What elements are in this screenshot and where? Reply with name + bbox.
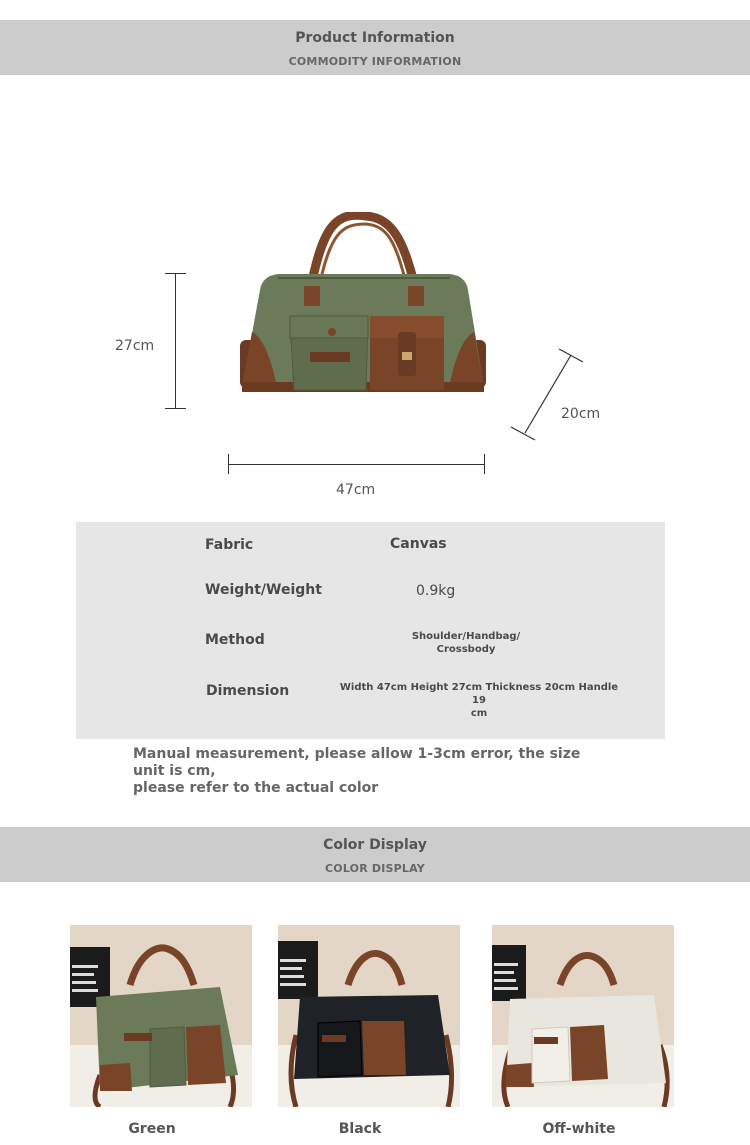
height-line [175, 273, 176, 409]
spec-dimension-key: Dimension [206, 683, 290, 699]
product-info-header [0, 20, 750, 75]
measurement-note-line1: Manual measurement, please allow 1-3cm error, the size unit is cm, [133, 746, 581, 779]
spec-method-value [376, 630, 556, 656]
measurement-note [133, 746, 613, 797]
color-display-title: Color Display [323, 837, 427, 853]
width-line [228, 464, 485, 465]
product-info-title: Product Information [295, 30, 455, 46]
spec-method-value-line1: Shoulder/Handbag/ [411, 631, 521, 642]
color-photo-green[interactable] [70, 925, 252, 1107]
spec-table [76, 522, 665, 739]
height-cap-bottom [165, 408, 186, 409]
color-label-green: Green [128, 1121, 176, 1137]
color-photo-off-white[interactable] [492, 925, 674, 1107]
color-label-off-white: Off-white [542, 1121, 616, 1137]
spec-dimension-value [334, 681, 624, 720]
measurement-note-line2: please refer to the actual color [133, 780, 379, 796]
color-label-black: Black [338, 1121, 382, 1137]
width-cap-right [484, 454, 485, 474]
height-label: 27cm [115, 338, 155, 354]
width-cap-left [228, 454, 229, 474]
height-cap-top [165, 273, 186, 274]
spec-weight-key: Weight/Weight [205, 582, 322, 598]
spec-dimension-value-line2: cm [470, 708, 488, 719]
product-info-subtitle: COMMODITY INFORMATION [288, 55, 462, 68]
spec-dimension-value-line1: Width 47cm Height 27cm Thickness 20cm Handle 19 [339, 682, 619, 706]
depth-line [505, 345, 590, 445]
color-photo-black[interactable] [278, 925, 460, 1107]
spec-weight-value: 0.9kg [416, 583, 456, 599]
spec-method-value-line2: Crossbody [436, 644, 496, 655]
spec-fabric-value: Canvas [390, 536, 447, 552]
width-label: 47cm [336, 482, 376, 498]
spec-fabric-key: Fabric [205, 537, 254, 553]
color-display-subtitle: COLOR DISPLAY [325, 862, 425, 875]
depth-label: 20cm [561, 406, 601, 422]
color-display-header [0, 827, 750, 882]
spec-method-key: Method [205, 632, 265, 648]
bag-illustration [238, 212, 488, 397]
